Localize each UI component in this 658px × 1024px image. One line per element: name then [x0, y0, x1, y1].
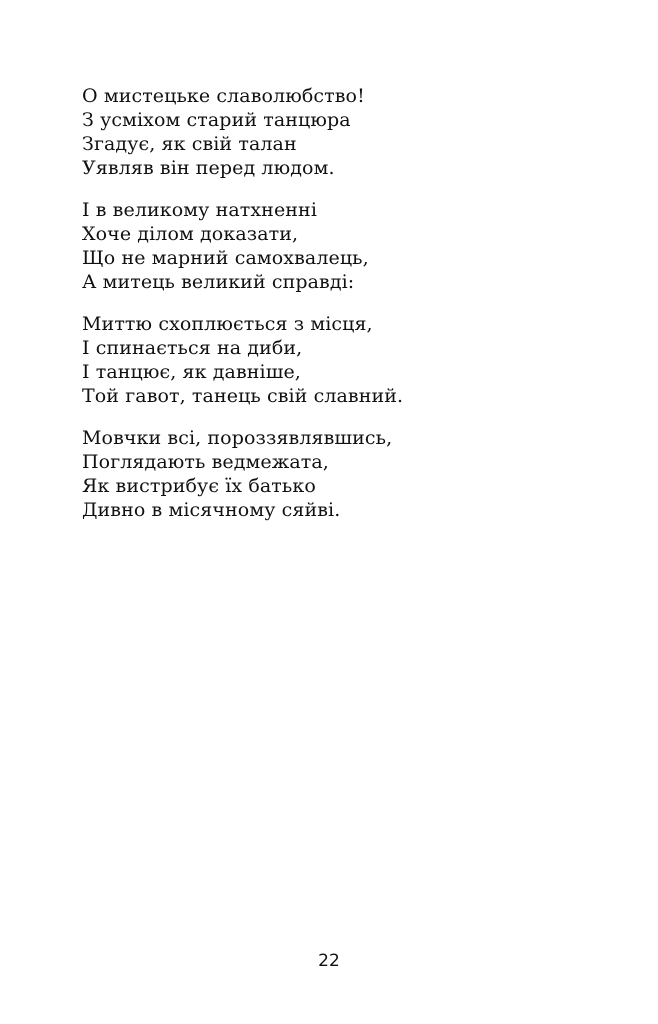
poem-line: Поглядають ведмежата, [82, 451, 329, 473]
stanza-4 [82, 426, 622, 522]
poem-line: І танцює, як давніше, [82, 361, 301, 383]
poem-line: Уявляв він перед людом. [82, 157, 335, 179]
poem-line: Хоче ділом доказати, [82, 223, 299, 245]
poem-line: Дивно в місячному сяйві. [82, 499, 341, 521]
stanza-1 [82, 84, 622, 180]
poem-line: Миттю схоплюється з місця, [82, 313, 373, 335]
poem-line: І спинається на диби, [82, 337, 303, 359]
poem-line: Що не марний самохвалець, [82, 247, 369, 269]
poem-line: Мовчки всі, пороззявлявшись, [82, 427, 393, 449]
poem-line: Як вистрибує їх батько [82, 475, 316, 497]
page-number: 22 [318, 951, 340, 971]
poem-line: А митець великий справді: [82, 271, 355, 293]
poem-line: Згадує, як свій талан [82, 133, 297, 155]
stanza-3 [82, 312, 622, 408]
poem-line: І в великому натхненні [82, 199, 317, 221]
poem-line: Той гавот, танець свій славний. [82, 385, 404, 407]
poem-line: З усміхом старий танцюра [82, 109, 351, 131]
poem-line: О мистецьке славолюбство! [82, 85, 365, 107]
stanza-2 [82, 198, 622, 294]
poem-body [82, 84, 622, 540]
